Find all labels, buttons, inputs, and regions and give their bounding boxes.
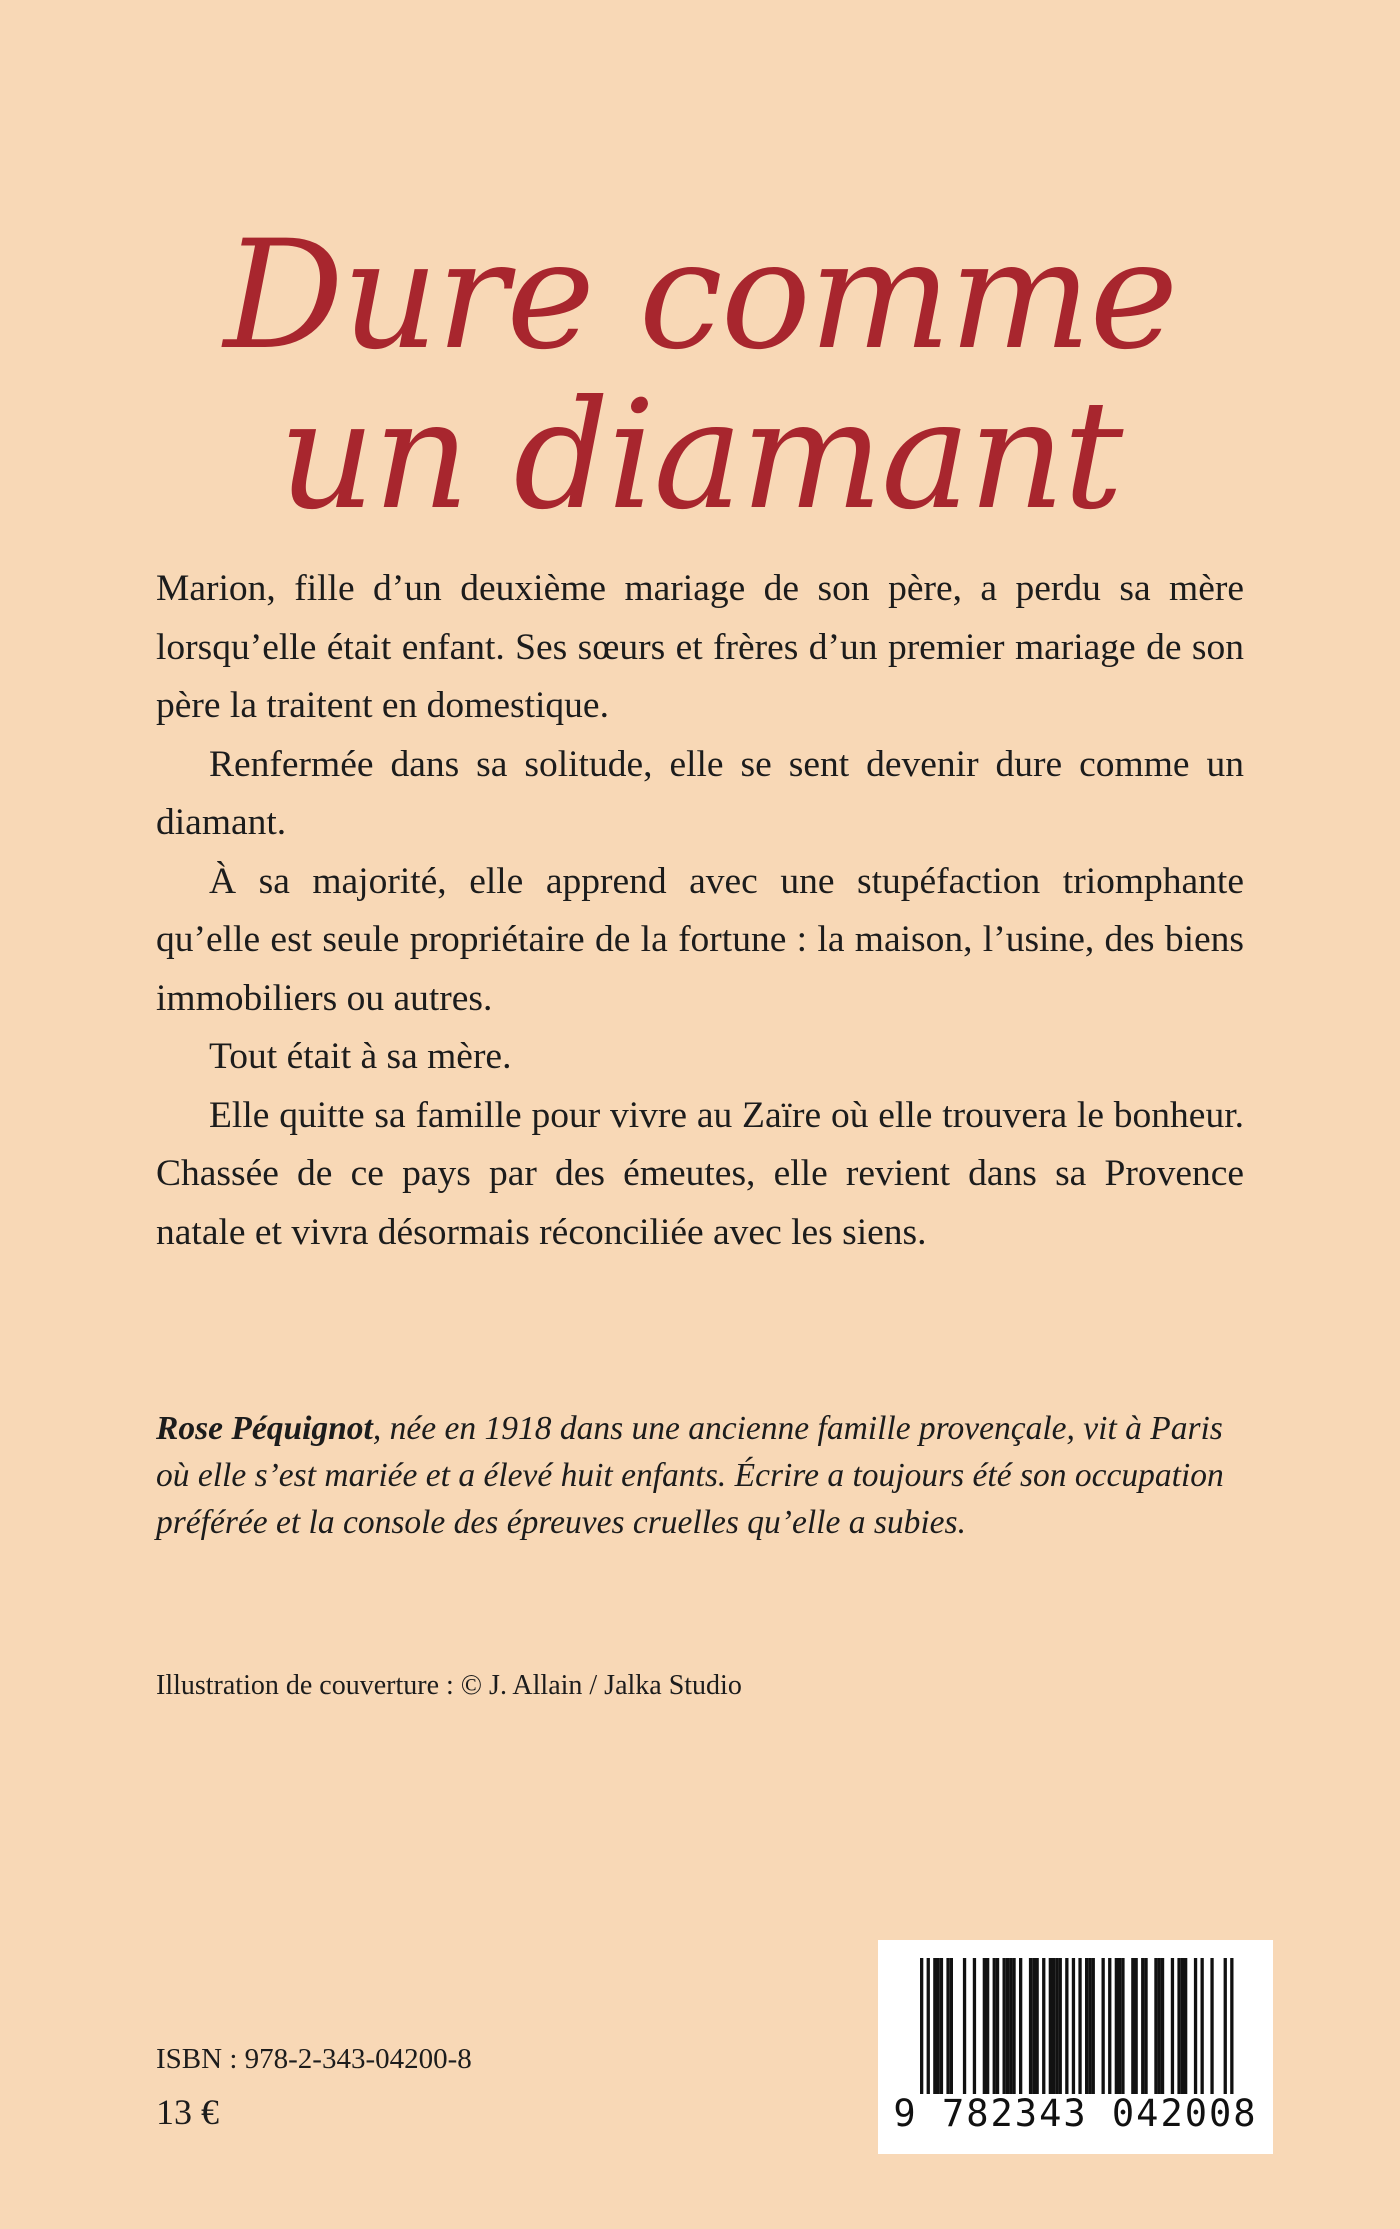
synopsis-paragraph: Elle quitte sa famille pour vivre au Zaïre où elle trouvera le bonheur. Chassée de ce pays par des émeutes, elle revient dans sa Provence natale et vivra désormais réconciliée avec les siens. bbox=[156, 1094, 1244, 1253]
barcode-bar bbox=[1161, 1958, 1164, 2094]
barcode-bar bbox=[1154, 1958, 1157, 2094]
barcode-bar bbox=[973, 1958, 976, 2094]
barcode-bar bbox=[1006, 1958, 1009, 2094]
title-line-2: un diamant bbox=[278, 368, 1122, 543]
illustration-credit: Illustration de couverture : © J. Allain / Jalka Studio bbox=[156, 1670, 742, 1701]
synopsis-paragraph: Marion, fille d’un deuxième mariage de son père, a perdu sa mère lorsqu’elle était enfant. Ses sœurs et frères d’un premier mariage de son père la traitent en domestique. bbox=[156, 568, 1244, 726]
barcode-bar bbox=[933, 1958, 936, 2094]
book-title bbox=[0, 208, 1400, 543]
barcode-digits: 9 782343 042008 bbox=[893, 2092, 1258, 2135]
barcode-bar bbox=[1194, 1958, 1197, 2094]
barcode-bar bbox=[1158, 1958, 1161, 2094]
barcode-bar bbox=[1115, 1958, 1118, 2094]
barcode-bar bbox=[1065, 1958, 1068, 2094]
barcode-bar bbox=[963, 1958, 966, 2094]
barcode-bar bbox=[1012, 1958, 1015, 2094]
author-bio-text: , née en 1918 dans une ancienne famille provençale, vit à Paris où elle s’est mariée et a élevé huit enfants. Écrire a toujours été son occupation préférée et la console des épreuves cruelles qu’elle a subies. bbox=[156, 1410, 1224, 1541]
barcode-bar bbox=[1108, 1958, 1111, 2094]
barcode-bar bbox=[986, 1958, 989, 2094]
barcode-bar bbox=[937, 1958, 940, 2094]
barcode-bar bbox=[1201, 1958, 1204, 2094]
price: 13 € bbox=[156, 2092, 219, 2132]
barcode-bar bbox=[1003, 1958, 1006, 2094]
barcode-bar bbox=[1224, 1958, 1227, 2094]
barcode-bar bbox=[946, 1958, 949, 2094]
barcode-bar bbox=[1092, 1958, 1095, 2094]
isbn: ISBN : 978-2-343-04200-8 bbox=[156, 2043, 472, 2075]
barcode-bar bbox=[1019, 1958, 1022, 2094]
synopsis-paragraph: Tout était à sa mère. bbox=[209, 1036, 512, 1077]
barcode bbox=[878, 1940, 1273, 2154]
barcode-bar bbox=[927, 1958, 930, 2094]
barcode-bar bbox=[1049, 1958, 1052, 2094]
barcode-bar bbox=[1029, 1958, 1032, 2094]
barcode-bar bbox=[940, 1958, 943, 2094]
barcode-bar bbox=[1141, 1958, 1144, 2094]
barcode-bar bbox=[1171, 1958, 1174, 2094]
synopsis bbox=[156, 560, 1244, 1262]
barcode-bar bbox=[1181, 1958, 1184, 2094]
barcode-bar bbox=[920, 1958, 923, 2094]
barcode-bar bbox=[1230, 1958, 1233, 2094]
barcode-bar bbox=[950, 1958, 953, 2094]
barcode-bar bbox=[1085, 1958, 1088, 2094]
author-bio bbox=[156, 1405, 1244, 1546]
barcode-bar bbox=[1055, 1958, 1058, 2094]
barcode-bar bbox=[1078, 1958, 1081, 2094]
barcode-bar bbox=[1036, 1958, 1039, 2094]
author-name: Rose Péquignot bbox=[156, 1410, 373, 1447]
barcode-bar bbox=[1032, 1958, 1035, 2094]
barcode-bar bbox=[1135, 1958, 1138, 2094]
barcode-bar bbox=[1088, 1958, 1091, 2094]
barcode-bar bbox=[1072, 1958, 1075, 2094]
synopsis-paragraph: Renfermée dans sa solitude, elle se sent devenir dure comme un diamant. bbox=[156, 743, 1244, 843]
barcode-bar bbox=[1184, 1958, 1187, 2094]
barcode-bar bbox=[1009, 1958, 1012, 2094]
barcode-bar bbox=[1121, 1958, 1124, 2094]
barcode-bar bbox=[1059, 1958, 1062, 2094]
barcode-bar bbox=[996, 1958, 999, 2094]
barcode-bar bbox=[1144, 1958, 1147, 2094]
barcode-bar bbox=[1042, 1958, 1045, 2094]
barcode-bar bbox=[1118, 1958, 1121, 2094]
barcode-bar bbox=[1102, 1958, 1105, 2094]
barcode-bar bbox=[1052, 1958, 1055, 2094]
barcode-bar bbox=[1210, 1958, 1213, 2094]
barcode-bar bbox=[1131, 1958, 1134, 2094]
barcode-bar bbox=[1177, 1958, 1180, 2094]
barcode-bar bbox=[993, 1958, 996, 2094]
title-line-1: Dure comme bbox=[223, 208, 1177, 383]
synopsis-paragraph: À sa majorité, elle apprend avec une stupéfaction triomphante qu’elle est seule propriétaire de la fortune : la maison, l’usine, des biens immobiliers ou autres. bbox=[156, 860, 1244, 1019]
barcode-bar bbox=[983, 1958, 986, 2094]
